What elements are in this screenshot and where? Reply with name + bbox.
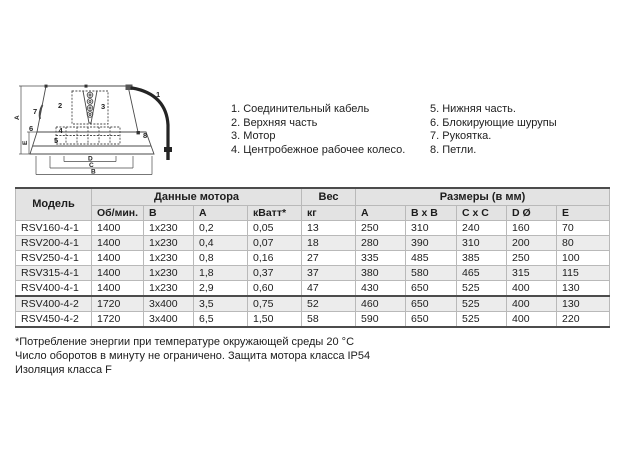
- part-label-2: 2: [58, 101, 63, 110]
- cell: 0,75: [248, 296, 302, 312]
- cell: 130: [557, 281, 610, 297]
- cell: 385: [457, 251, 507, 266]
- cell: 58: [302, 312, 356, 328]
- cable-connector: [164, 147, 172, 152]
- model-cell: RSV250-4-1: [16, 251, 92, 266]
- part-label-5: 5: [54, 136, 59, 145]
- cell: 18: [302, 236, 356, 251]
- cell: 3x400: [144, 312, 194, 328]
- dim-label-c: C: [89, 162, 94, 169]
- table-row: [16, 296, 610, 312]
- legend-item: 6. Блокирующие шурупы: [430, 116, 557, 129]
- cell: 3,5: [194, 296, 248, 312]
- model-cell: RSV400-4-1: [16, 281, 92, 297]
- cell: 200: [507, 236, 557, 251]
- dim-label-b: B: [91, 168, 96, 176]
- model-cell: RSV315-4-1: [16, 266, 92, 281]
- cell: 6,5: [194, 312, 248, 328]
- cell: 115: [557, 266, 610, 281]
- cell: 0,8: [194, 251, 248, 266]
- group-header-weight: Вес: [302, 188, 356, 206]
- cell: 13: [302, 221, 356, 236]
- cell: 390: [406, 236, 457, 251]
- cell: 1400: [92, 236, 144, 251]
- cell: 1,50: [248, 312, 302, 328]
- model-cell: RSV160-4-1: [16, 221, 92, 236]
- part-label-4: 4: [58, 126, 63, 135]
- legend-item: 5. Нижняя часть.: [430, 103, 516, 115]
- cell: 0,4: [194, 236, 248, 251]
- cell: 525: [457, 312, 507, 328]
- legend-column-2: [430, 103, 610, 157]
- part-label-8: 8: [143, 131, 148, 140]
- cell: 1720: [92, 312, 144, 328]
- spec-table: [15, 187, 610, 328]
- cell: 310: [406, 221, 457, 236]
- cell: 250: [356, 221, 406, 236]
- cell: 1x230: [144, 221, 194, 236]
- model-cell: RSV200-4-1: [16, 236, 92, 251]
- cell: 525: [457, 296, 507, 312]
- dim-label-a: A: [14, 115, 21, 120]
- cell: 27: [302, 251, 356, 266]
- cell: 0,37: [248, 266, 302, 281]
- column-header-kg: кг: [302, 206, 356, 221]
- table-row: [16, 266, 610, 281]
- cell: 580: [406, 266, 457, 281]
- legend-item: 2. Верхняя часть: [231, 116, 318, 129]
- table-row: [16, 221, 610, 236]
- cell: 485: [406, 251, 457, 266]
- legend-item: 1. Соединительный кабель: [231, 103, 370, 115]
- hinge-pin: [137, 131, 140, 134]
- cell: 465: [457, 266, 507, 281]
- cell: 1720: [92, 296, 144, 312]
- part-label-7: 7: [33, 107, 38, 116]
- part-label-3: 3: [101, 102, 106, 111]
- table-row: [16, 236, 610, 251]
- cell: 590: [356, 312, 406, 328]
- cell: 52: [302, 296, 356, 312]
- cell: 130: [557, 296, 610, 312]
- legend-item: 7. Рукоятка.: [430, 130, 492, 142]
- cell: 240: [457, 221, 507, 236]
- dim-label-e: E: [22, 140, 29, 145]
- impeller-dashed-grid: [56, 127, 120, 144]
- cell: 80: [557, 236, 610, 251]
- cell: 220: [557, 312, 610, 328]
- part-label-1: 1: [156, 90, 161, 99]
- table-row: [16, 281, 610, 297]
- group-header-dimensions: Размеры (в мм): [356, 188, 610, 206]
- column-header-dim-e: E: [557, 206, 610, 221]
- cell: 280: [356, 236, 406, 251]
- part-label-6: 6: [29, 124, 34, 133]
- cell: 525: [457, 281, 507, 297]
- footnotes: [15, 336, 370, 377]
- column-header-rpm: Об/мин.: [92, 206, 144, 221]
- model-cell: RSV450-4-2: [16, 312, 92, 328]
- column-header-volts: В: [144, 206, 194, 221]
- cell: 70: [557, 221, 610, 236]
- cell: 400: [507, 296, 557, 312]
- cell: 1x230: [144, 236, 194, 251]
- column-header-dim-bxb: B x B: [406, 206, 457, 221]
- cell: 0,2: [194, 221, 248, 236]
- cable-line: [132, 88, 168, 147]
- cell: 0,60: [248, 281, 302, 297]
- table-group-header-row: [16, 188, 610, 206]
- legend-column-1: [231, 103, 426, 157]
- footnote-rpm-ip: Число оборотов в минуту не ограничено. Защита мотора класса IP54: [15, 349, 371, 362]
- group-header-motor-data: Данные мотора: [92, 188, 302, 206]
- cell: 335: [356, 251, 406, 266]
- cell: 460: [356, 296, 406, 312]
- cell: 47: [302, 281, 356, 297]
- cell: 1x230: [144, 266, 194, 281]
- cell: 310: [457, 236, 507, 251]
- cell: 1400: [92, 251, 144, 266]
- cell: 0,07: [248, 236, 302, 251]
- fan-technical-drawing: [6, 78, 222, 190]
- cell: 380: [356, 266, 406, 281]
- cell: 1x230: [144, 251, 194, 266]
- legend-item: 8. Петли.: [430, 143, 477, 156]
- cell: 1x230: [144, 281, 194, 297]
- cell: 160: [507, 221, 557, 236]
- cell: 650: [406, 312, 457, 328]
- cell: 2,9: [194, 281, 248, 297]
- cell: 0,16: [248, 251, 302, 266]
- cell: 250: [507, 251, 557, 266]
- model-cell: RSV400-4-2: [16, 296, 92, 312]
- table-sub-header-row: [16, 206, 610, 221]
- cell: 1,8: [194, 266, 248, 281]
- table-row: [16, 312, 610, 328]
- column-header-dim-cxc: C x C: [457, 206, 507, 221]
- cell: 1400: [92, 266, 144, 281]
- column-header-model: Модель: [16, 188, 92, 221]
- cell: 37: [302, 266, 356, 281]
- cell: 400: [507, 312, 557, 328]
- footnote-energy: *Потребление энергии при температуре окружающей среды 20 °C: [15, 336, 355, 348]
- cell: 430: [356, 281, 406, 297]
- legend-item: 3. Мотор: [231, 130, 276, 142]
- cell: 1400: [92, 221, 144, 236]
- dim-label-d: D: [88, 155, 93, 163]
- column-header-dim-d: D Ø: [507, 206, 557, 221]
- cell: 100: [557, 251, 610, 266]
- cell: 0,05: [248, 221, 302, 236]
- column-header-amps: А: [194, 206, 248, 221]
- cell: 650: [406, 281, 457, 297]
- footnote-insulation: Изоляция класса F: [15, 363, 112, 376]
- legend-item: 4. Центробежное рабочее колесо.: [231, 143, 406, 156]
- cell: 400: [507, 281, 557, 297]
- table-row: [16, 251, 610, 266]
- column-header-kwatt: кВатт*: [248, 206, 302, 221]
- cell: 315: [507, 266, 557, 281]
- cell: 3x400: [144, 296, 194, 312]
- column-header-dim-a: A: [356, 206, 406, 221]
- cell: 650: [406, 296, 457, 312]
- cell: 1400: [92, 281, 144, 297]
